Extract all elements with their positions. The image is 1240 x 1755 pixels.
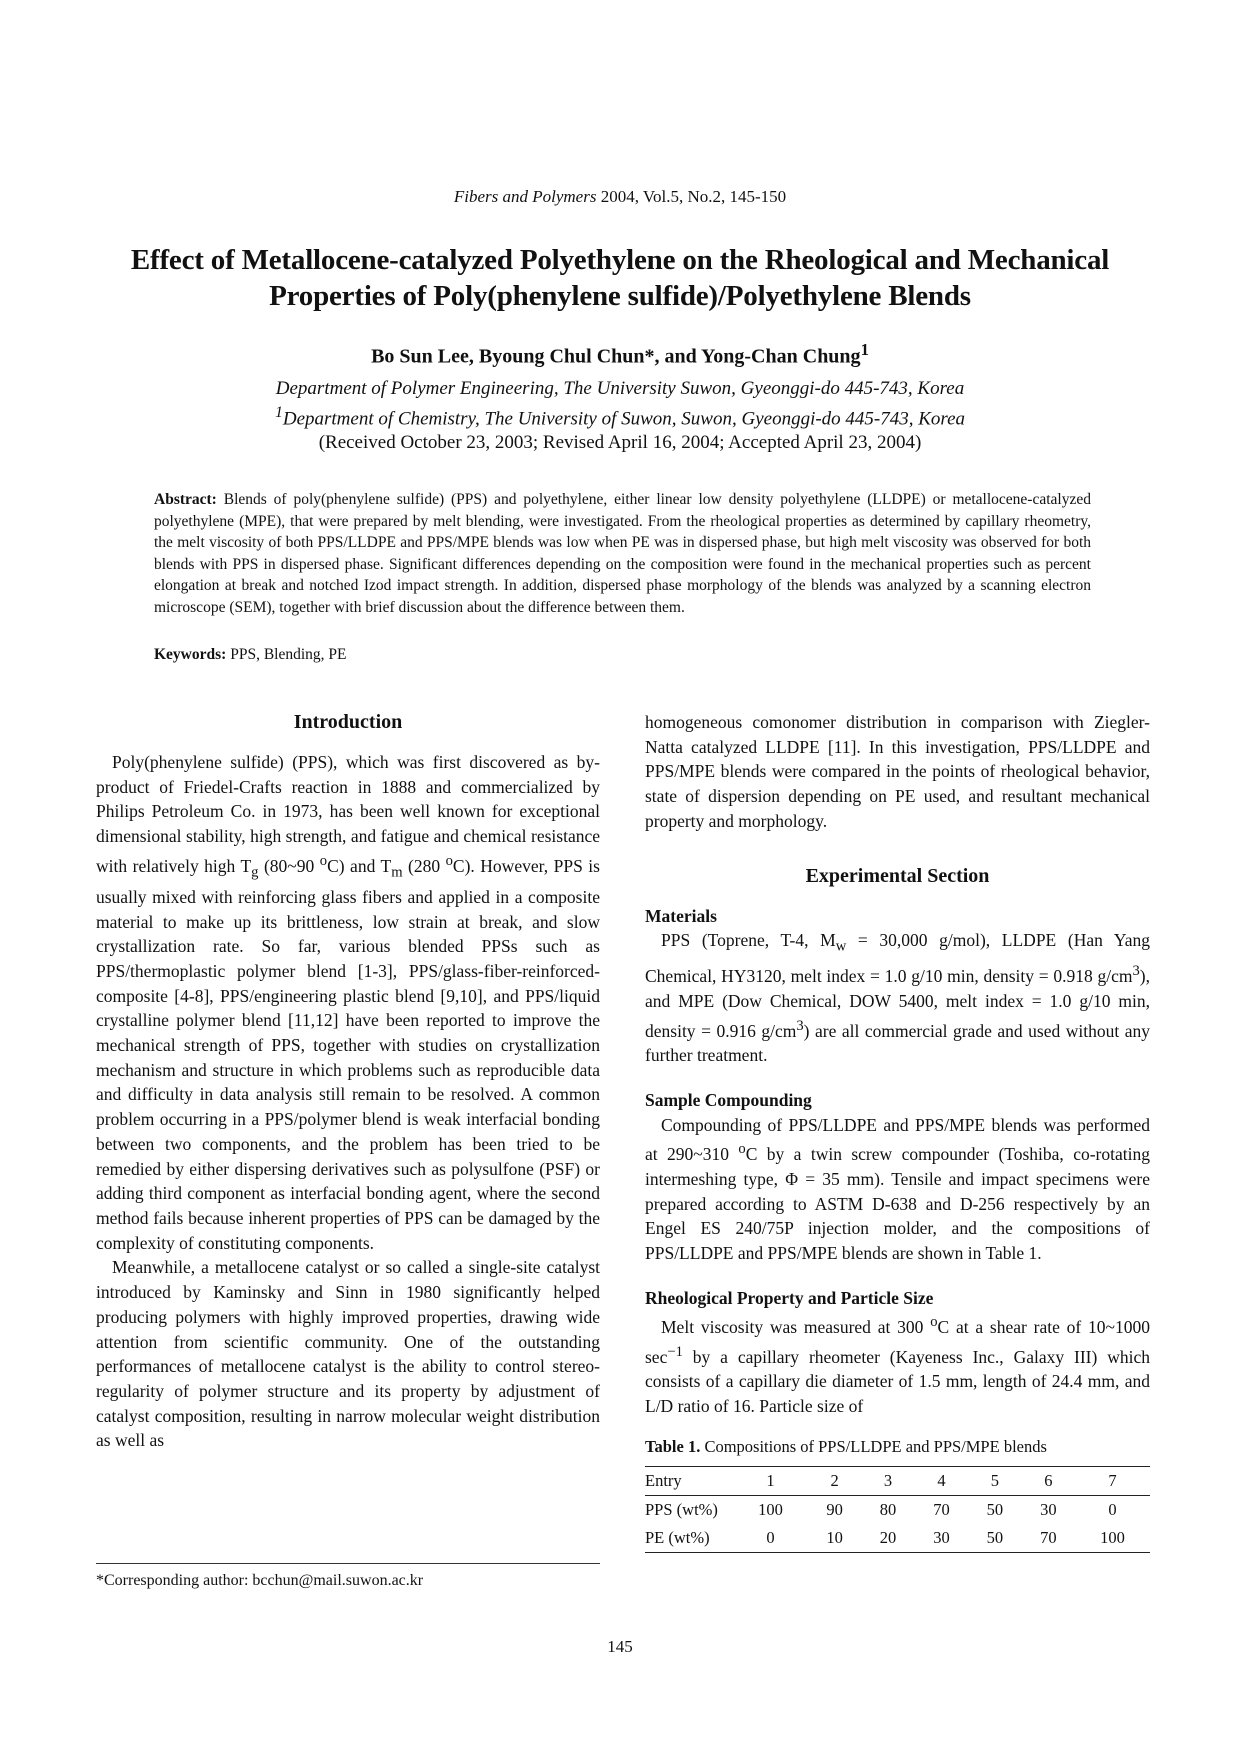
table-header-cell: 5: [990, 1470, 1000, 1490]
table-header-cell: Entry: [645, 1470, 682, 1490]
spacer: [645, 1266, 1150, 1286]
intro-p1-text-d: (280: [402, 855, 446, 876]
table-cell: 100: [1100, 1527, 1125, 1547]
rheology-text-b: C at a shear rate of 10~1000 sec: [645, 1317, 1150, 1367]
abstract: [154, 489, 1091, 618]
page-number: 145: [607, 1637, 633, 1656]
intro-p1-degree-2: o: [445, 852, 453, 869]
table-header-cell: 3: [883, 1470, 893, 1490]
table-cell: 80: [879, 1499, 897, 1519]
table-cell: 100: [758, 1499, 783, 1519]
table-cell: 70: [1040, 1527, 1057, 1547]
table-cell: PPS (wt%): [645, 1499, 718, 1519]
affiliations: [0, 377, 1240, 455]
materials-text-d: ) are all commercial grade and used without any further treatment.: [645, 1020, 1150, 1066]
spacer: [645, 834, 1150, 864]
received-dates: (Received October 23, 2003; Revised April 16, 2004; Accepted April 23, 2004): [318, 432, 922, 454]
left-column: [96, 710, 600, 1453]
materials-sup-3b: 3: [796, 1017, 804, 1034]
rheology-degree: o: [930, 1314, 938, 1331]
table-cell: 30: [933, 1527, 950, 1547]
table-cell: 30: [1040, 1499, 1057, 1519]
affiliation-2-line: [0, 401, 1240, 431]
table-1-label: Table 1.: [645, 1436, 701, 1456]
abstract-text: Blends of poly(phenylene sulfide) (PPS) and polyethylene, either linear low density polyethylene (LLDPE) or metallocene-catalyzed polyethylene (MPE), that were prepared by melt blending, were investigated. From the rheological properties as determined by capillary rheometry, the melt viscosity of both PPS/LLDPE and PPS/MPE blends was low when PE was in dispersed phase, but high melt viscosity was observed for both blends with PPS in dispersed phase. Significant differences depending on the composition were found in the mechanical properties such as percent elongation at break and notched Izod impact strength. In addition, dispersed phase morphology of the blends was analyzed by a scanning electron microscope (SEM), together with brief discussion about the difference between them.: [154, 491, 1091, 616]
materials-sub-w: w: [835, 938, 847, 955]
materials-heading: Materials: [645, 905, 717, 926]
spacer: [645, 1068, 1150, 1088]
compounding-text-a: Compounding of PPS/LLDPE and PPS/MPE blends was performed at 290~310: [645, 1114, 1150, 1165]
rheology-text-a: Melt viscosity was measured at 300: [661, 1317, 931, 1338]
intro-p1-sub-g: g: [251, 864, 259, 881]
journal-volume: 2004, Vol.5, No.2, 145-150: [596, 187, 787, 206]
introduction-paragraph-2-continued: homogeneous comonomer distribution in comparison with Ziegler-Natta catalyzed LLDPE [11]. In this investigation, PPS/LLDPE and PPS/MPE blends were compared in the points of rheological behavior, state of dispersion depending on PE used, and resultant mechanical property and morphology.: [645, 712, 1150, 831]
journal-name: Fibers and Polymers: [453, 187, 597, 206]
compounding-heading: Sample Compounding: [645, 1089, 812, 1110]
table-header-cell: 1: [766, 1470, 775, 1490]
keywords-text: PPS, Blending, PE: [226, 646, 347, 663]
author-affiliation-mark: 1: [860, 340, 869, 359]
intro-p1-text-a: Poly(phenylene sulfide) (PPS), which was first discovered as by-product of Friedel-Crafts reaction in 1888 and commercialized by Philips Petroleum Co. in 1973, has been well known for exceptional dimensional stability, high strength, and fatigue and chemical resistance with relatively high T: [96, 752, 600, 876]
compounding-degree: o: [738, 1141, 746, 1158]
intro-p1-text-c: C) and T: [327, 855, 392, 876]
keywords: [154, 646, 1091, 664]
right-column: [645, 710, 1150, 1553]
table-header-row: [645, 1466, 1150, 1495]
materials-text-a: PPS (Toprene, T-4, M: [661, 930, 836, 951]
intro-p1-text-b: (80~90: [258, 855, 320, 876]
introduction-heading: Introduction: [293, 711, 403, 733]
author-list: [0, 340, 1240, 369]
affiliation-1: Department of Polymer Engineering, The University Suwon, Gyeonggi-do 445-743, Korea: [275, 378, 965, 399]
keywords-label: Keywords:: [154, 646, 227, 663]
paper-title: [70, 242, 1170, 314]
rheology-heading: Rheological Property and Particle Size: [645, 1287, 934, 1308]
table-cell: 70: [933, 1499, 950, 1519]
intro-p1-text-e: C). However, PPS is usually mixed with reinforcing glass fibers and applied in a composite material to make up its brittleness, low strain at break, and slow crystallization rate. So far, various blended PPSs such as PPS/thermoplastic polymer blend [1-3], PPS/glass-fiber-reinforced-composite [4-8], PPS/engineering plastic blend [9,10], and PPS/liquid crystalline polymer blend [11,12] have been reported to improve the mechanical strength of PPS, together with studies on crystallization mechanism and structure in which problems such as reproducible data and difficulty in data analysis still remain to be resolved. A common problem occurring in a PPS/polymer blend is weak interfacial bonding between two components, and the problem has been tried to be remedied by either dispersing derivatives such as polysulfone (PSF) or adding third component as interfacial bonding agent, where the second method fails because inherent properties of PPS can be damaged by the complexity of constituting components.: [96, 855, 600, 1253]
affiliation-2-mark: 1: [274, 404, 283, 421]
experimental-heading: Experimental Section: [805, 864, 990, 887]
materials-text-c: ), and MPE (Dow Chemical, DOW 5400, melt index = 1.0 g/10 min, density = 0.916 g/cm: [645, 966, 1150, 1041]
materials-text-b: = 30,000 g/mol), LLDPE (Han Yang Chemical, HY3120, melt index = 1.0 g/10 min, density = 0.918 g/cm: [645, 930, 1151, 987]
rheology-text-c: by a capillary rheometer (Kayeness Inc., Galaxy III) which consists of a capillary die diameter of 1.5 mm, length of 24.4 mm, and L/D ratio of 16. Particle size of: [645, 1346, 1150, 1417]
corresponding-author-footnote: *Corresponding author: bcchun@mail.suwon.ac.kr: [96, 1572, 424, 1589]
table-1-caption: [645, 1435, 1150, 1460]
table-cell: 90: [826, 1499, 843, 1519]
table-header-cell: 4: [937, 1470, 946, 1490]
affiliation-2: Department of Chemistry, The University of Suwon, Suwon, Gyeonggi-do 445-743, Korea: [282, 408, 966, 430]
table-cell: 20: [879, 1527, 897, 1547]
author-names: Bo Sun Lee, Byoung Chul Chun*, and Yong-Chan Chung: [371, 345, 861, 368]
intro-p1-sub-m: m: [391, 864, 403, 881]
introduction-paragraph-1: [96, 750, 600, 1255]
table-header-cell: 6: [1044, 1470, 1053, 1490]
table-1-compositions: [645, 1466, 1150, 1553]
table-cell: 0: [766, 1527, 775, 1547]
table-cell: 50: [986, 1499, 1004, 1519]
table-row: [645, 1524, 1150, 1553]
rheology-sup-minus-one: −1: [667, 1343, 683, 1360]
materials-paragraph: [645, 928, 1150, 1068]
table-cell: 0: [1108, 1499, 1117, 1519]
compounding-paragraph: [645, 1113, 1150, 1266]
footnote-divider: [96, 1563, 600, 1564]
materials-sup-3a: 3: [1132, 963, 1140, 980]
paper-title-line-2: Properties of Poly(phenylene sulfide)/Polyethylene Blends: [269, 280, 971, 312]
intro-p1-degree-1: o: [319, 852, 328, 869]
introduction-paragraph-2: Meanwhile, a metallocene catalyst or so called a single-site catalyst introduced by Kaminsky and Sinn in 1980 significantly helped producing polymers with highly improved properties, drawing wide attention from scientific community. One of the outstanding performances of metallocene catalyst is the ability to control stereo-regularity of polymer structure and its property by adjustment of catalyst composition, resulting in narrow molecular weight distribution as well as: [96, 1257, 600, 1451]
rheology-paragraph: [645, 1310, 1150, 1418]
abstract-label: Abstract:: [154, 491, 217, 508]
table-cell: 10: [826, 1527, 843, 1547]
table-row: [645, 1495, 1150, 1524]
compounding-text-b: C by a twin screw compounder (Toshiba, co-rotating intermeshing type, Φ = 35 mm). Tensile and impact specimens were prepared according to ASTM D-638 and D-256 respectively by an Engel ES 240/75P injection molder, and the compositions of PPS/LLDPE and PPS/MPE blends are shown in Table 1.: [645, 1144, 1150, 1263]
journal-citation: [0, 187, 1240, 207]
table-header-cell: 2: [830, 1470, 839, 1490]
table-cell: 50: [986, 1527, 1004, 1547]
table-header-cell: 7: [1108, 1470, 1117, 1490]
paper-title-line-1: Effect of Metallocene-catalyzed Polyethylene on the Rheological and Mechanical: [130, 244, 1110, 276]
table-cell: PE (wt%): [645, 1527, 710, 1547]
table-1-caption-text: Compositions of PPS/LLDPE and PPS/MPE blends: [700, 1436, 1047, 1456]
